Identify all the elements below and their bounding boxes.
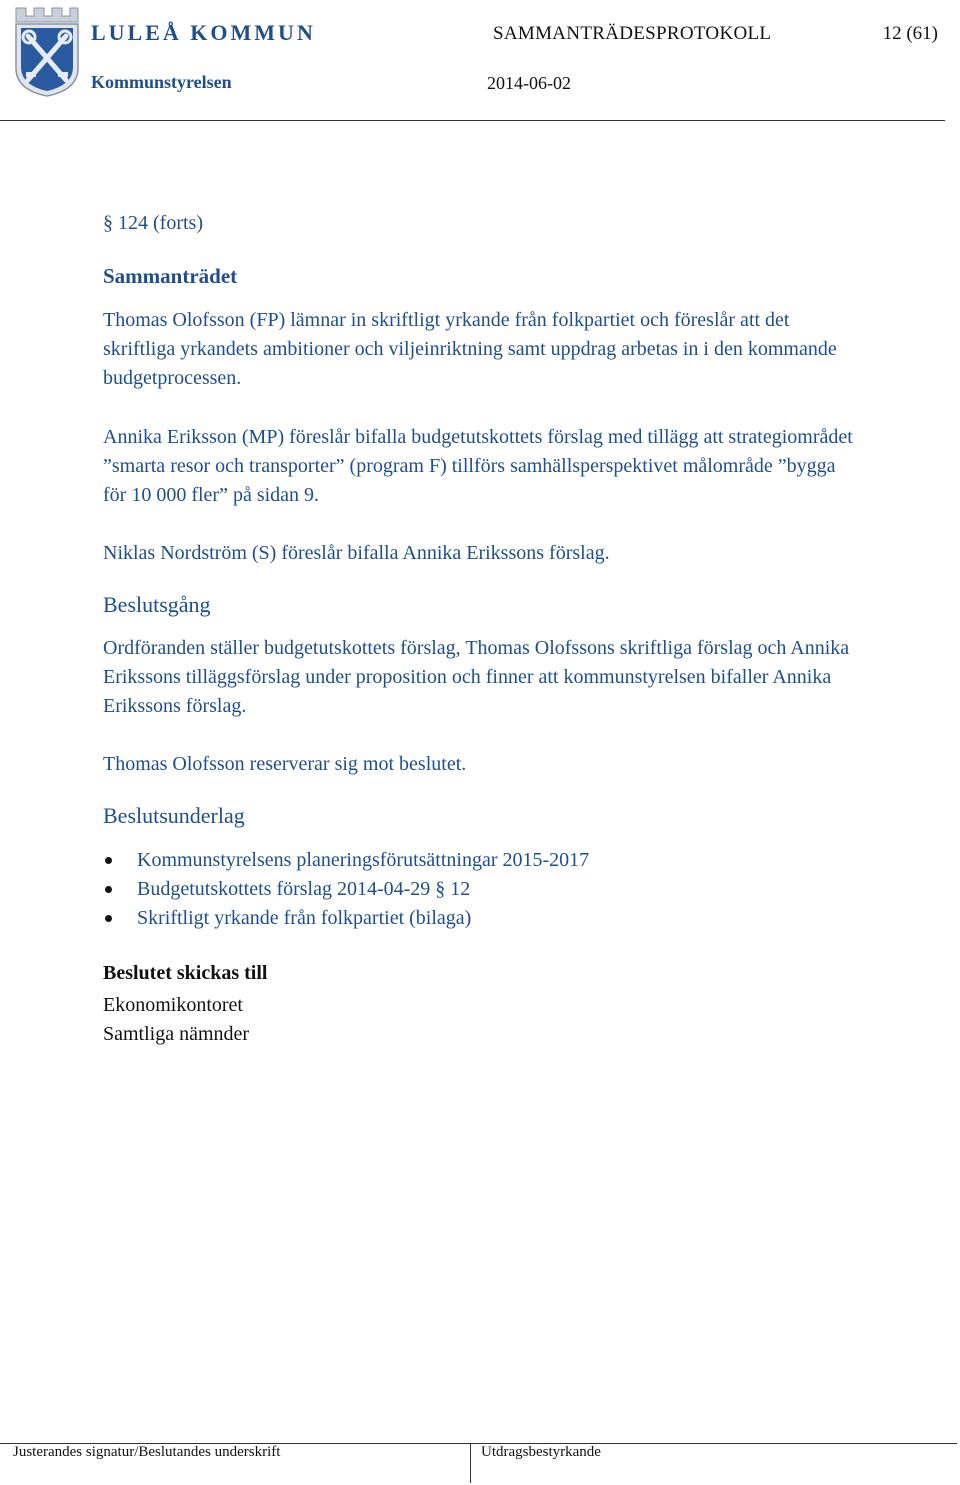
bullet-icon <box>105 857 112 864</box>
bullet-icon <box>105 886 112 893</box>
list-item: Skriftligt yrkande från folkpartiet (bilaga) <box>103 904 589 933</box>
document-type: SAMMANTRÄDESPROTOKOLL <box>493 23 772 44</box>
section-reference: § 124 (forts) <box>103 212 203 234</box>
meeting-heading: Sammanträdet <box>103 264 238 288</box>
list-item: Kommunstyrelsens planeringsförutsättningar 2015-2017 <box>103 846 589 875</box>
paragraph-olofsson-proposal: Thomas Olofsson (FP) lämnar in skriftligt yrkande från folkpartiet och föreslår att det skriftliga yrkandets ambitioner och viljeinriktning samt uppdrag arbetas in i den kommande budgetprocessen. <box>103 309 837 389</box>
decision-procedure-heading: Beslutsgång <box>103 592 211 617</box>
sent-to-list <box>103 991 249 1049</box>
decision-basis-heading: Beslutsunderlag <box>103 803 245 828</box>
page-number: 12 (61) <box>882 23 938 44</box>
recipient-item: Ekonomikontoret <box>103 994 243 1016</box>
paragraph-eriksson-proposal: Annika Eriksson (MP) föreslår bifalla budgetutskottets förslag med tillägg att strategiområdet ”smarta resor och transporter” (program F) tillförs samhällsperspektivet målområde ”bygga för 10 000 fler” på sidan 9. <box>103 426 853 506</box>
list-item: Budgetutskottets förslag 2014-04-29 § 12 <box>103 875 589 904</box>
meeting-date: 2014-06-02 <box>487 73 571 93</box>
paragraph-reservation: Thomas Olofsson reserverar sig mot beslutet. <box>103 753 467 775</box>
board-name: Kommunstyrelsen <box>91 72 232 92</box>
paragraph-nordstrom-proposal: Niklas Nordström (S) föreslår bifalla Annika Erikssons förslag. <box>103 542 610 564</box>
organization-name: LULEÅ KOMMUN <box>91 20 316 45</box>
recipient-item: Samtliga nämnder <box>103 1023 250 1045</box>
coat-of-arms-logo <box>12 4 82 98</box>
decision-basis-list <box>103 846 589 933</box>
footer-column-divider <box>470 1443 471 1483</box>
certification-label: Utdragsbestyrkande <box>481 1444 601 1460</box>
paragraph-decision: Ordföranden ställer budgetutskottets förslag, Thomas Olofssons skriftliga förslag och Annika Erikssons tilläggsförslag under proposition och finner att kommunstyrelsen bifaller Annika Erikssons förslag. <box>103 637 850 717</box>
bullet-icon <box>105 915 112 922</box>
sent-to-heading: Beslutet skickas till <box>103 962 268 984</box>
header-divider <box>0 120 945 121</box>
signature-label: Justerandes signatur/Beslutandes underskrift <box>13 1444 281 1460</box>
